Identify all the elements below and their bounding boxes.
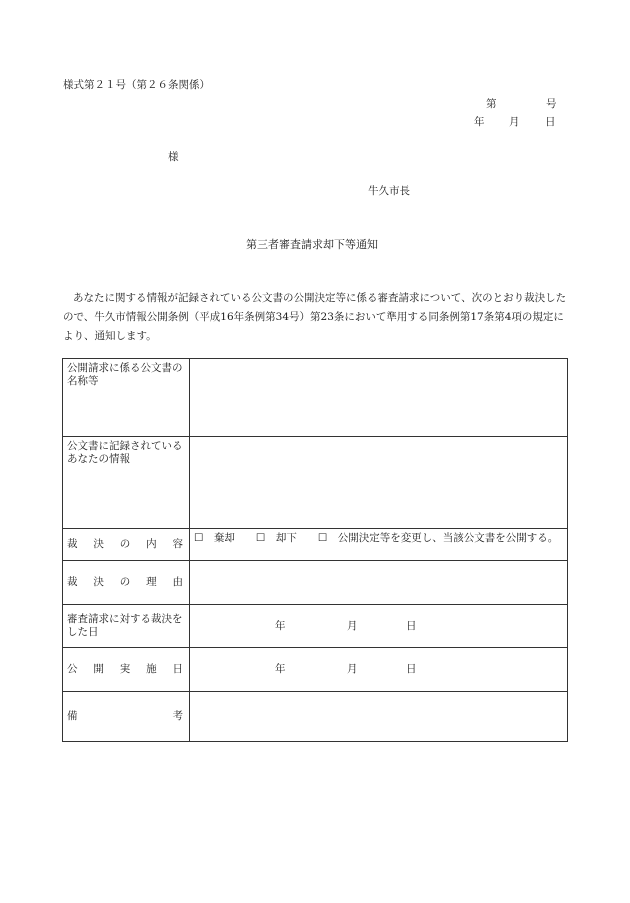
row-decision-reason [63, 561, 568, 605]
label-char: の [119, 538, 131, 550]
value-decision-date [190, 605, 568, 648]
label-char: 容 [172, 538, 183, 550]
form-number: 様式第２１号（第２６条関係） [63, 79, 210, 91]
label-char: 施 [146, 663, 157, 675]
label-remarks [63, 692, 190, 742]
label-decision-reason [63, 561, 190, 605]
label-document-name: 公開請求に係る公文書の名称等 [63, 359, 190, 437]
header-day: 日 [545, 116, 556, 128]
label-char: 内 [146, 538, 157, 550]
value-disclosure-date [190, 648, 568, 692]
label-char: 備 [67, 710, 78, 722]
label-decision-content [63, 529, 190, 561]
date-year: 年 [275, 620, 286, 632]
value-remarks [190, 692, 568, 742]
notice-table [62, 358, 568, 742]
label-char: 理 [146, 576, 157, 588]
document-title: 第三者審査請求却下等通知 [246, 238, 378, 251]
date-day: 日 [406, 663, 417, 675]
label-char: 開 [93, 663, 104, 675]
row-decision-content [63, 529, 568, 561]
label-char: 日 [172, 663, 183, 675]
label-char: 公 [67, 663, 78, 675]
number-prefix: 第 [486, 98, 497, 110]
label-char: 決 [93, 538, 104, 550]
date-year: 年 [275, 663, 286, 675]
date-month: 月 [347, 620, 358, 632]
label-char: 実 [119, 663, 131, 675]
label-char: 考 [172, 710, 183, 722]
date-day: 日 [406, 620, 417, 632]
addressee-honorific: 様 [168, 151, 179, 163]
row-your-information [63, 437, 568, 529]
label-decision-date: 審査請求に対する裁決をした日 [63, 605, 190, 648]
label-char: 裁 [67, 538, 78, 550]
decision-choices: ☐ 棄却 ☐ 却下 ☐ 公開決定等を変更し、当該公文書を公開する。 [190, 529, 568, 561]
header-month: 月 [509, 116, 520, 128]
date-month: 月 [347, 663, 358, 675]
label-char: 由 [172, 576, 183, 588]
value-decision-reason [190, 561, 568, 605]
label-your-information: 公文書に記録されているあなたの情報 [63, 437, 190, 529]
value-your-information [190, 437, 568, 529]
number-suffix: 号 [546, 98, 557, 110]
value-document-name [190, 359, 568, 437]
label-char: の [119, 576, 131, 588]
label-disclosure-date [63, 648, 190, 692]
row-document-name [63, 359, 568, 437]
header-year: 年 [474, 116, 485, 128]
label-char: 決 [93, 576, 104, 588]
row-remarks [63, 692, 568, 742]
body-paragraph: あなたに関する情報が記録されている公文書の公開決定等に係る審査請求について、次のとおり裁決したので、牛久市情報公開条例（平成16年条例第34号）第23条において準用する同条例第17条第4項の規定により、通知します。 [63, 292, 567, 342]
label-char: 裁 [67, 576, 78, 588]
row-decision-date [63, 605, 568, 648]
row-disclosure-date [63, 648, 568, 692]
sender-title: 牛久市長 [368, 185, 410, 197]
